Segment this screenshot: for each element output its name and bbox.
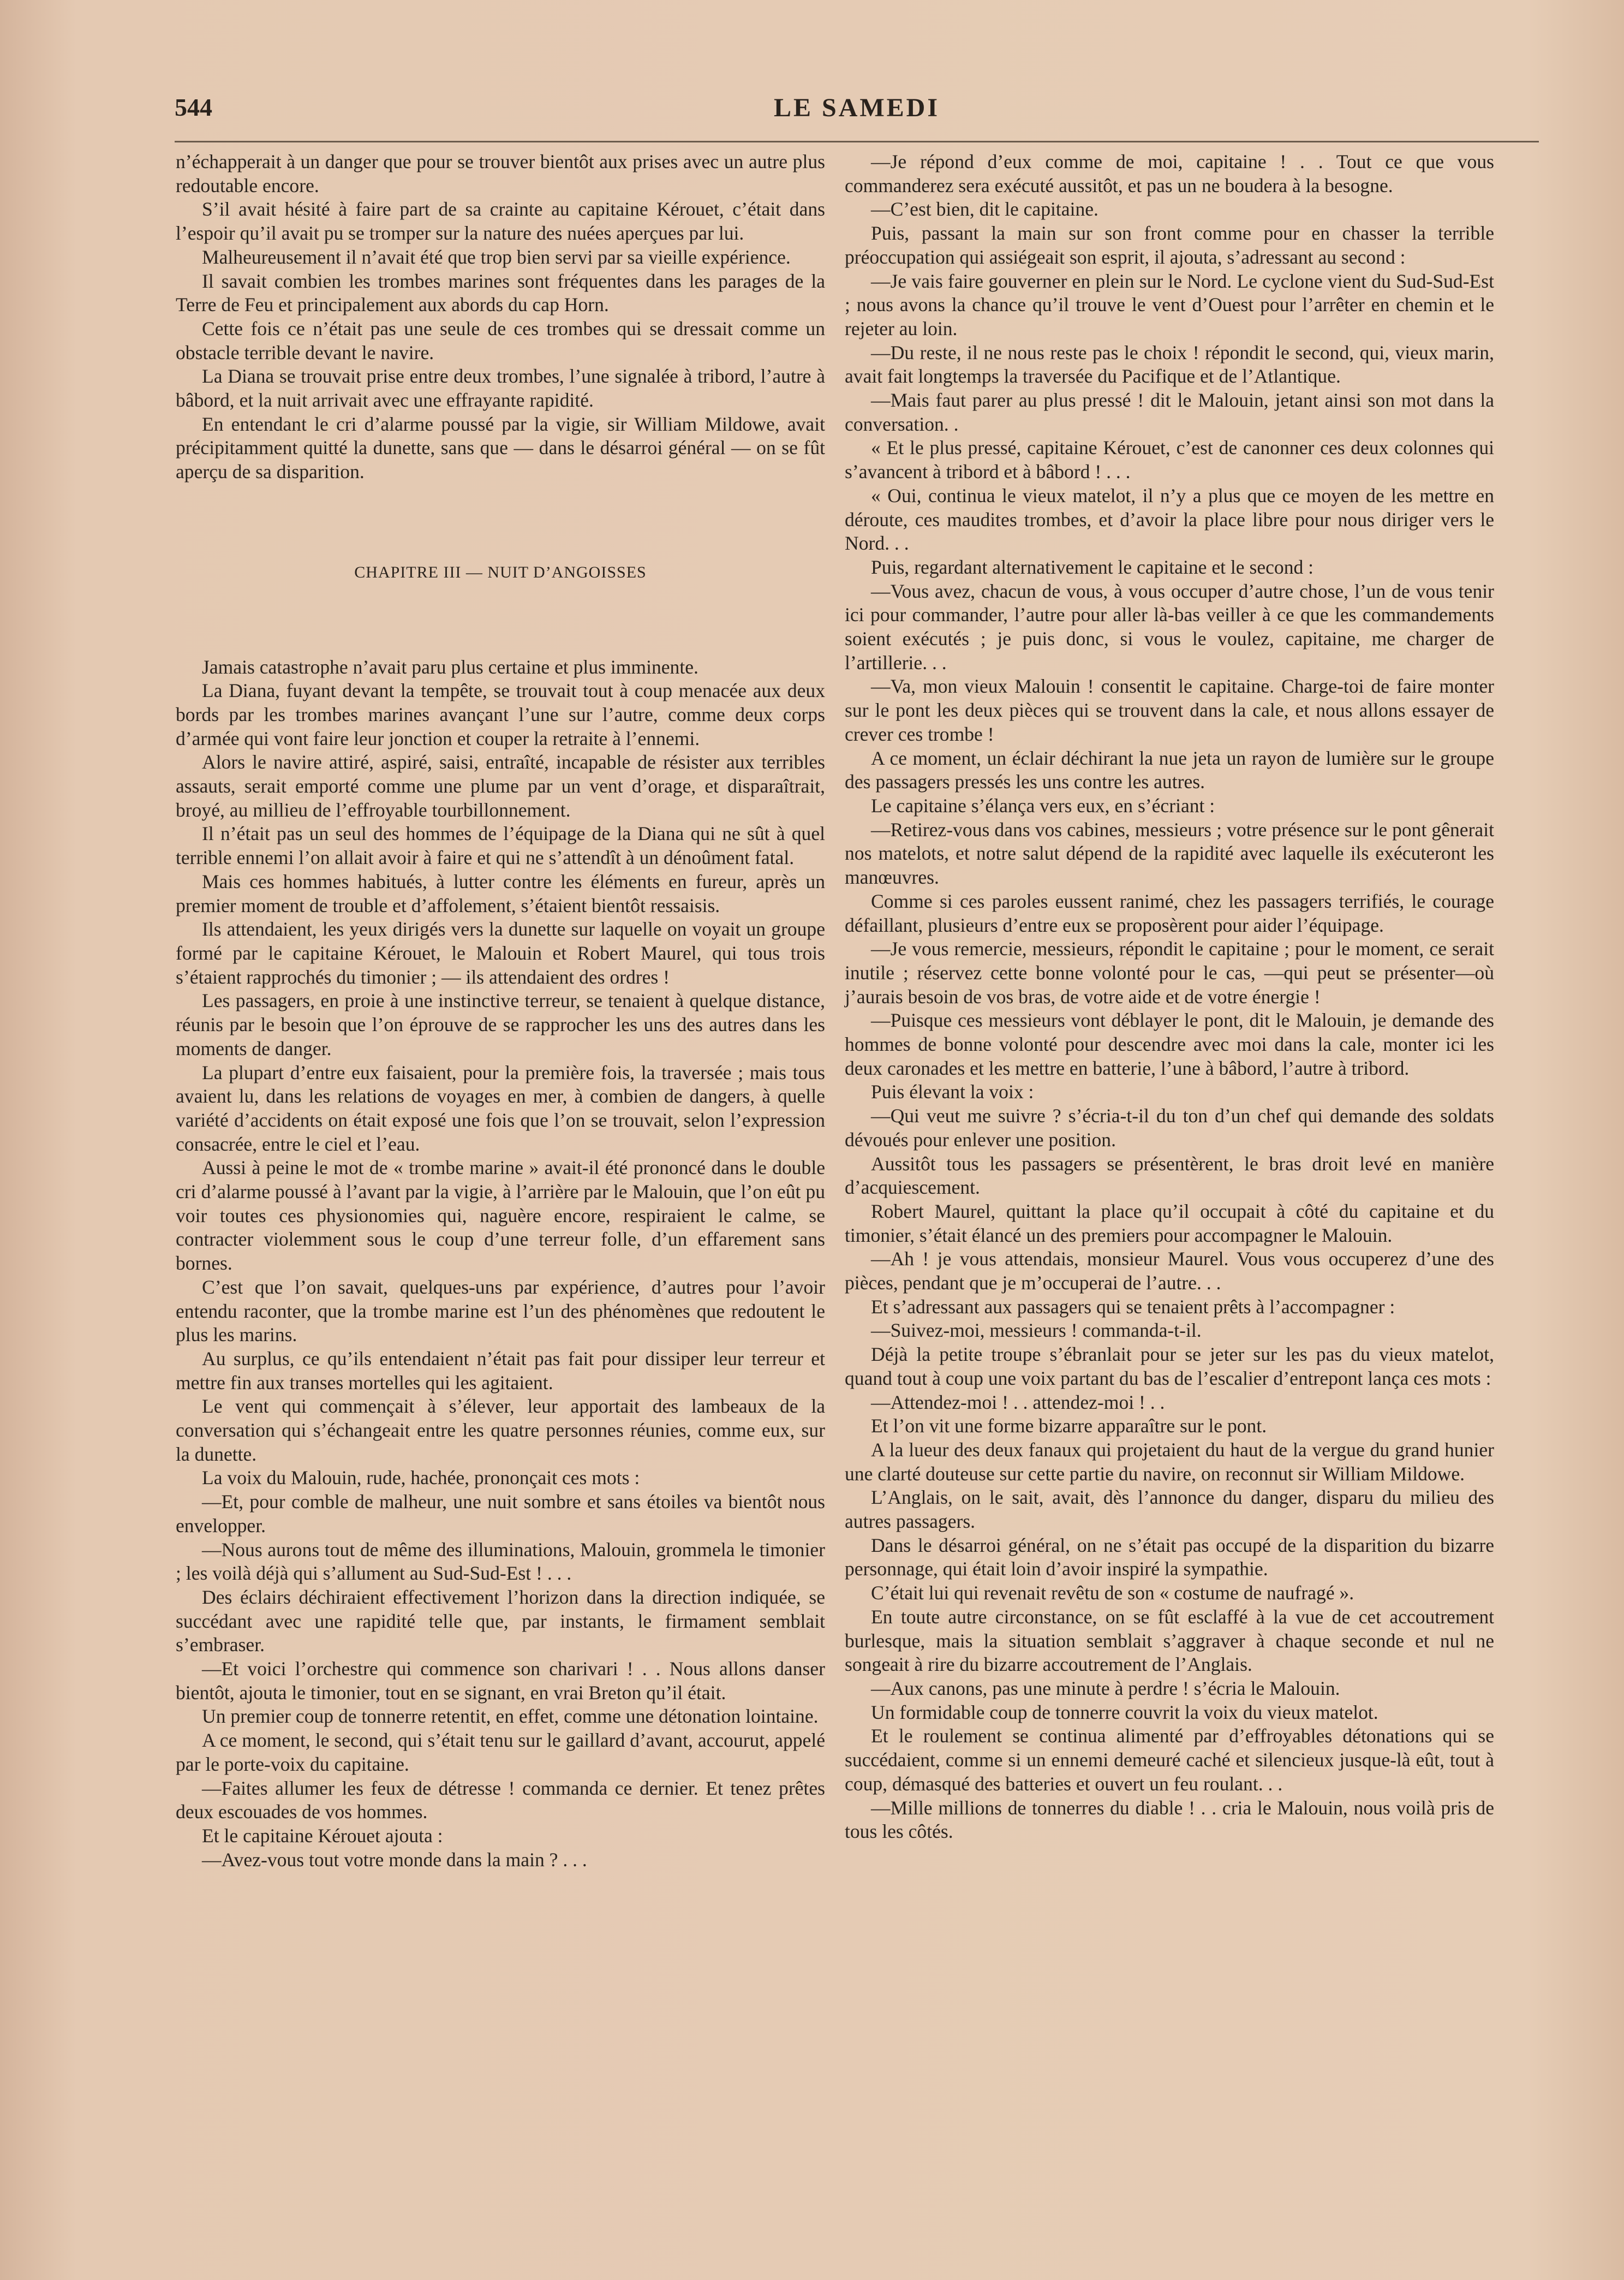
paragraph: —Attendez-moi ! . . attendez-moi ! . . xyxy=(871,1391,1165,1413)
paragraph: Malheureusement il n’avait été que trop bien servi par sa vieille expérience. xyxy=(202,246,791,268)
paragraph: —Suivez-moi, messieurs ! commanda-t-il. xyxy=(871,1319,1202,1342)
paragraph: Ils attendaient, les yeux dirigés vers la dunette sur laquelle on voyait un groupe formé par le capitaine Kérouet, le Malouin et Robert Maurel, qui tous trois s’étaient rapprochés du timonier ; — ils attendaient des ordres ! xyxy=(176,918,825,988)
paragraph: A ce moment, le second, qui s’était tenu sur le gaillard d’avant, accourut, appelé par le porte-voix du capitaine. xyxy=(176,1729,825,1775)
paragraph: —Ah ! je vous attendais, monsieur Maurel. Vous vous occuperez d’une des pièces, pendant que je m’occuperai de l’autre. . . xyxy=(845,1248,1494,1294)
paragraph: —Je répond d’eux comme de moi, capitaine ! . . Tout ce que vous commanderez sera exécuté aussitôt, et pas un ne boudera à la besogne. xyxy=(845,151,1494,197)
paragraph: La voix du Malouin, rude, hachée, prononçait ces mots : xyxy=(202,1467,640,1489)
paragraph: —Et voici l’orchestre qui commence son charivari ! . . Nous allons danser bientôt, ajouta le timonier, tout en se signant, en vrai Breton qu’il était. xyxy=(176,1658,825,1704)
paragraph: « Oui, continua le vieux matelot, il n’y a plus que ce moyen de les mettre en déroute, ces maudites trombes, et d’avoir la place libre pour nous diriger vers le Nord. . . xyxy=(845,484,1494,555)
paragraph: —Aux canons, pas une minute à perdre ! s’écria le Malouin. xyxy=(871,1677,1340,1699)
paragraph: —Puisque ces messieurs vont déblayer le pont, dit le Malouin, je demande des hommes de bonne volonté pour descendre avec moi dans la cale, monter ici les deux caronades et les mettre en batterie, l’une à bâbord, l’autre à tribord. xyxy=(845,1009,1494,1079)
paragraph: Il savait combien les trombes marines sont fréquentes dans les parages de la Terre de Feu et principalement aux abords du cap Horn. xyxy=(176,270,825,316)
paragraph: En toute autre circonstance, on se fût esclaffé à la vue de cet accoutrement burlesque, mais la situation semblait s’aggraver à chaque seconde et nul ne songeait à rire du bizarre accoutrement de l’Anglais. xyxy=(845,1605,1494,1676)
paragraph: —Mais faut parer au plus pressé ! dit le Malouin, jetant ainsi son mot dans la conversation. . xyxy=(845,389,1494,435)
paragraph: A ce moment, un éclair déchirant la nue jeta un rayon de lumière sur le groupe des passagers pressés les uns contre les autres. xyxy=(845,747,1494,793)
paragraph: C’est que l’on savait, quelques-uns par expérience, d’autres pour l’avoir entendu raconter, que la trombe marine est l’un des phénomènes que redoutent le plus les marins. xyxy=(176,1276,825,1346)
paragraph: Le capitaine s’élança vers eux, en s’écriant : xyxy=(871,794,1215,817)
left-column xyxy=(176,150,825,1872)
chapter-heading: CHAPITRE III — NUIT D’ANGOISSES xyxy=(354,563,647,581)
paragraph: Jamais catastrophe n’avait paru plus certaine et plus imminente. xyxy=(202,656,698,678)
paragraph: Le vent qui commençait à s’élever, leur apportait des lambeaux de la conversation qui s’échangeait entre les quatre personnes réunies, comme eux, sur la dunette. xyxy=(176,1395,825,1465)
paragraph: —Je vais faire gouverner en plein sur le Nord. Le cyclone vient du Sud-Sud-Est ; nous avons la chance qu’il trouve le vent d’Ouest pour l’arrêter en chemin et le rejeter au loin. xyxy=(845,270,1494,340)
paragraph: Puis, passant la main sur son front comme pour en chasser la terrible préoccupation qui assiégeait son esprit, il ajouta, s’adressant au second : xyxy=(845,222,1494,268)
paragraph: —Mille millions de tonnerres du diable ! . . cria le Malouin, nous voilà pris de tous les côtés. xyxy=(845,1796,1494,1843)
paragraph: Puis élevant la voix : xyxy=(871,1081,1034,1103)
paragraph: —Du reste, il ne nous reste pas le choix ! répondit le second, qui, vieux marin, avait fait longtemps la traversée du Pacifique et de l’Atlantique. xyxy=(845,341,1494,388)
paragraph: Et le roulement se continua alimenté par d’effroyables détonations qui se succédaient, comme si un ennemi demeuré caché et silencieux jusque-là eût, tout à coup, démasqué des batteries et ouvert un feu roulant. . . xyxy=(845,1725,1494,1795)
paragraph: Cette fois ce n’était pas une seule de ces trombes qui se dressait comme un obstacle terrible devant le navire. xyxy=(176,317,825,364)
right-column xyxy=(845,150,1494,1844)
left-column-text-before-chapter xyxy=(176,150,825,484)
paragraph: Au surplus, ce qu’ils entendaient n’était pas fait pour dissiper leur terreur et mettre fin aux transes mortelles qui les agitaient. xyxy=(176,1347,825,1394)
paragraph: Aussitôt tous les passagers se présentèrent, le bras droit levé en manière d’acquiescement. xyxy=(845,1152,1494,1199)
paragraph: —Avez-vous tout votre monde dans la main ? . . . xyxy=(202,1848,587,1871)
paragraph: Puis, regardant alternativement le capitaine et le second : xyxy=(871,556,1314,578)
left-column-text-after-chapter xyxy=(176,656,825,1872)
paragraph: Et le capitaine Kérouet ajouta : xyxy=(202,1825,443,1847)
paragraph: Robert Maurel, quittant la place qu’il occupait à côté du capitaine et du timonier, s’était élancé un des premiers pour accompagner le Malouin. xyxy=(845,1200,1494,1246)
right-column-text xyxy=(845,150,1494,1844)
paragraph: La Diana se trouvait prise entre deux trombes, l’une signalée à tribord, l’autre à bâbord, et la nuit arrivait avec une effrayante rapidité. xyxy=(176,365,825,412)
paragraph: Et l’on vit une forme bizarre apparaître sur le pont. xyxy=(871,1415,1267,1437)
paragraph: La plupart d’entre eux faisaient, pour la première fois, la traversée ; mais tous avaient lu, dans les relations de voyages en mer, à combien de dangers, à quelle variété d’accidents on était exposé une fois que l’on se trouvait, selon l’expression consacrée, entre le ciel et l’eau. xyxy=(176,1061,825,1155)
paragraph: Alors le navire attiré, aspiré, saisi, entraîté, incapable de résister aux terribles assauts, serait emporté comme une plume par un vent d’orage, et disparaîtrait, broyé, au millieu de l’effroyable tourbillonnement. xyxy=(176,751,825,821)
paragraph: —Retirez-vous dans vos cabines, messieurs ; votre présence sur le pont gênerait nos matelots, et notre salut dépend de la rapidité avec laquelle ils exécuteront les manœuvres. xyxy=(845,818,1494,889)
paragraph: —Et, pour comble de malheur, une nuit sombre et sans étoiles va bientôt nous envelopper. xyxy=(176,1491,825,1537)
paragraph: Déjà la petite troupe s’ébranlait pour se jeter sur les pas du vieux matelot, quand tout à coup une voix partant du bas de l’escalier d’entrepont lança ces mots : xyxy=(845,1343,1494,1389)
paragraph: Mais ces hommes habitués, à lutter contre les éléments en fureur, après un premier moment de trouble et d’affolement, s’étaient bientôt ressaisis. xyxy=(176,870,825,916)
paragraph: En entendant le cri d’alarme poussé par la vigie, sir William Mildowe, avait précipitamment quitté la dunette, sans que — dans le désarroi général — on se fût aperçu de sa disparition. xyxy=(176,413,825,483)
page-number: 544 xyxy=(175,93,212,121)
paragraph: La Diana, fuyant devant la tempête, se trouvait tout à coup menacée aux deux bords par les trombes marines avançant l’une sur l’autre, comme deux corps d’armée qui vont faire leur jonction et couper la retraite à l’ennemi. xyxy=(176,680,825,749)
paragraph: Un formidable coup de tonnerre couvrit la voix du vieux matelot. xyxy=(871,1701,1378,1723)
paragraph: Dans le désarroi général, on ne s’était pas occupé de la disparition du bizarre personnage, qui était loin d’avoir inspiré la sympathie. xyxy=(845,1534,1494,1580)
header-rule xyxy=(175,141,1539,142)
paragraph: Comme si ces paroles eussent ranimé, chez les passagers terrifiés, le courage défaillant, plusieurs d’entre eux se proposèrent pour aider l’équipage. xyxy=(845,890,1494,936)
paragraph: Il n’était pas un seul des hommes de l’équipage de la Diana qui ne sût à quel terrible ennemi l’on allait avoir à faire et qui ne s’attendît à un dénoûment fatal. xyxy=(176,823,825,869)
paragraph: —Nous aurons tout de même des illuminations, Malouin, grommela le timonier ; les voilà déjà qui s’allument au Sud-Sud-Est ! . . . xyxy=(176,1538,825,1585)
paragraph: —Faites allumer les feux de détresse ! commanda ce dernier. Et tenez prêtes deux escouades de vos hommes. xyxy=(176,1777,825,1823)
journal-title: LE SAMEDI xyxy=(773,93,940,122)
paragraph: —Va, mon vieux Malouin ! consentit le capitaine. Charge-toi de faire monter sur le pont les deux pièces qui se trouvent dans la cale, et nous allons essayer de crever ces trombe ! xyxy=(845,675,1494,745)
paragraph: Un premier coup de tonnerre retentit, en effet, comme une détonation lointaine. xyxy=(202,1705,819,1728)
paragraph: —C’est bien, dit le capitaine. xyxy=(871,198,1098,221)
paragraph: —Vous avez, chacun de vous, à vous occuper d’autre chose, l’un de vous tenir ici pour commander, l’autre pour aller là-bas veiller à ce que les commandements soient exécutés ; je puis donc, si vous le voulez, capitaine, me charger de l’artillerie. . . xyxy=(845,580,1494,674)
paragraph: C’était lui qui revenait revêtu de son « costume de naufragé ». xyxy=(871,1582,1354,1604)
paragraph: « Et le plus pressé, capitaine Kérouet, c’est de canonner ces deux colonnes qui s’avancent à tribord et à bâbord ! . . . xyxy=(845,437,1494,483)
paragraph: Aussi à peine le mot de « trombe marine » avait-il été prononcé dans le double cri d’alarme poussé à l’avant par la vigie, à l’arrière par le Malouin, que l’on eût pu voir toutes ces physionomies qui, naguère encore, respiraient le calme, se contracter violemment sous le coup d’une terreur folle, d’un effarement sans bornes. xyxy=(176,1157,825,1275)
paragraph: S’il avait hésité à faire part de sa crainte au capitaine Kérouet, c’était dans l’espoir qu’il avait pu se tromper sur la nature des nuées aperçues par lui. xyxy=(176,198,825,245)
paragraph: L’Anglais, on le sait, avait, dès l’annonce du danger, disparu du milieu des autres passagers. xyxy=(845,1486,1494,1533)
page-header xyxy=(175,93,1539,136)
paragraph: —Je vous remercie, messieurs, répondit le capitaine ; pour le moment, ce serait inutile ; réservez cette bonne volonté pour le cas, —qui peut se présenter—où j’aurais besoin de vos bras, de votre aide et de votre énergie ! xyxy=(845,938,1494,1008)
paragraph: Les passagers, en proie à une instinctive terreur, se tenaient à quelque distance, réunis par le besoin que l’on éprouve de se rapprocher les uns des autres dans les moments de danger. xyxy=(176,990,825,1059)
paragraph: —Qui veut me suivre ? s’écria-t-il du ton d’un chef qui demande des soldats dévoués pour enlever une position. xyxy=(845,1105,1494,1151)
paragraph: Et s’adressant aux passagers qui se tenaient prêts à l’accompagner : xyxy=(871,1295,1395,1318)
paragraph: Des éclairs déchiraient effectivement l’horizon dans la direction indiquée, se succédant avec une rapidité telle que, par instants, le firmament semblait s’embraser. xyxy=(176,1586,825,1656)
paragraph: n’échapperait à un danger que pour se trouver bientôt aux prises avec un autre plus redoutable encore. xyxy=(176,151,825,197)
paragraph: A la lueur des deux fanaux qui projetaient du haut de la vergue du grand hunier une clarté douteuse sur cette partie du navire, on reconnut sir William Mildowe. xyxy=(845,1438,1494,1485)
